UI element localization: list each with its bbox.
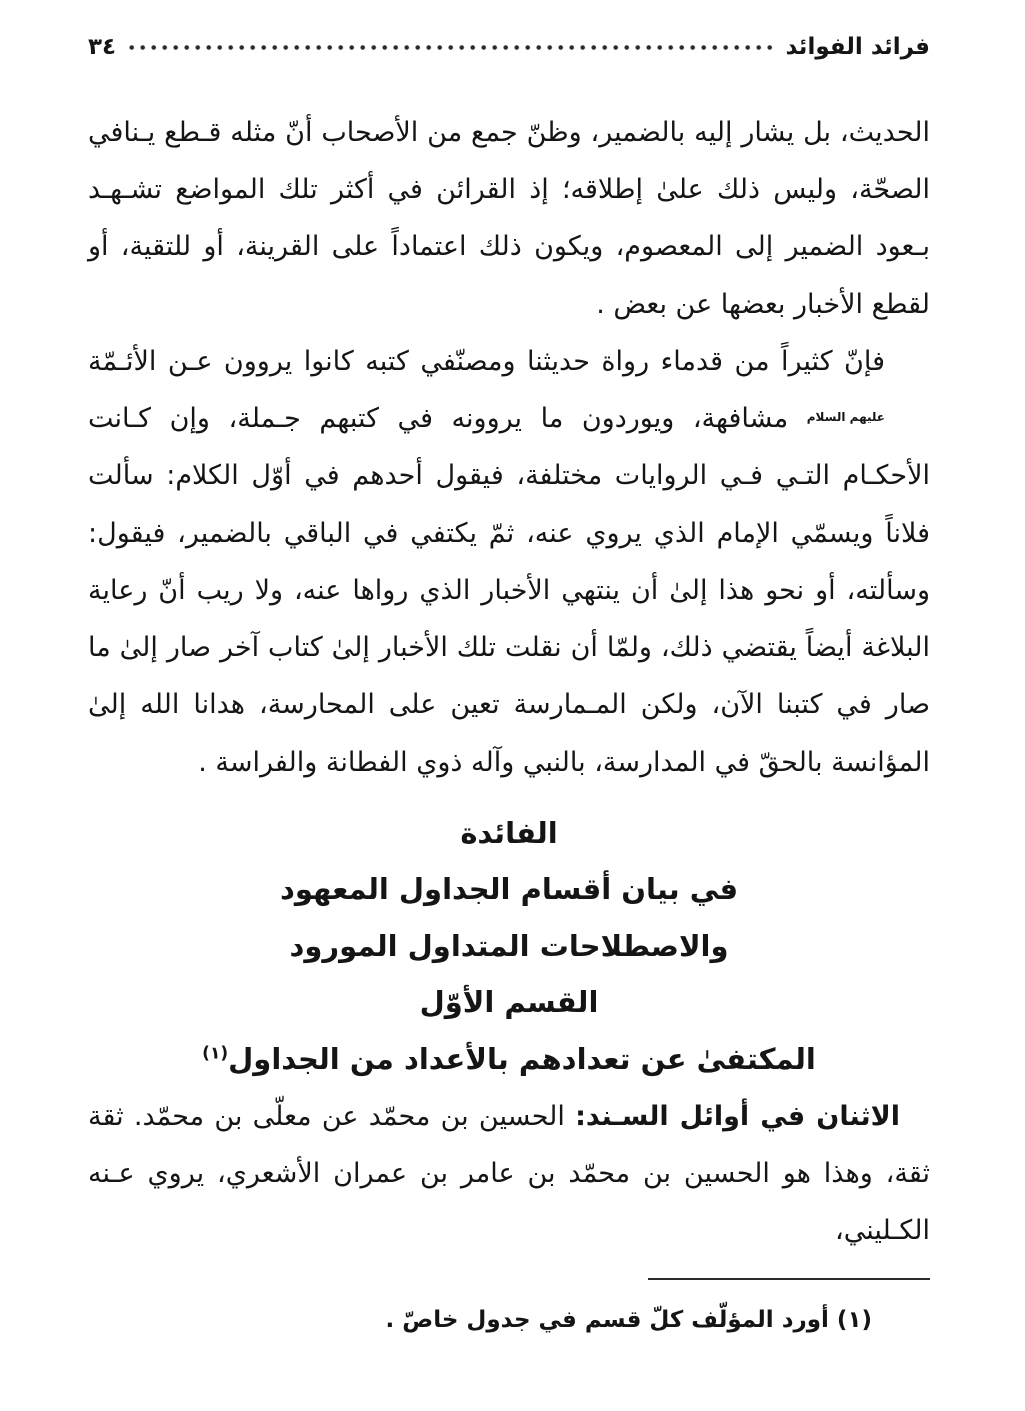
heading-faida: الفائدة: [460, 815, 558, 850]
heading-istilahat: والاصطلاحات المتداول المورود: [289, 928, 729, 963]
paragraph-2: [88, 333, 930, 791]
alayhim-assalam-symbol: عليهم السلام: [806, 410, 885, 425]
book-title: فرائد الفوائد: [785, 34, 930, 60]
footnote-reference-marker: (١): [202, 1043, 229, 1064]
heading-muktafa-text: المكتفىٰ عن تعدادهم بالأعداد من الجداول: [228, 1042, 816, 1076]
paragraph-2-text-end: مشافهة، ويوردون ما يروونه في كتبهم جـملة، وإن كـانت الأحكـام التـي فـي الروايات مختلفة، فيقول أحدهم في أوّل الكلام: سألت فلاناً ويسمّي الإمام الذي يروي عنه، ثمّ يكتفي في الباقي بالضمير، فيقول: وسألته، أو نحو هذا إلىٰ أن ينتهي الأخبار الذي رواها عنه، ولا ريب أنّ رعاية البلاغة أيضاً يقتضي ذلك، ولمّا أن نقلت تلك الأخبار إلىٰ كتاب آخر صار إلىٰ ما صار في كتبنا الآن، ولكن المـمارسة تعين على المحارسة، هدانا الله إلىٰ المؤانسة بالحقّ في المدارسة، بالنبي وآله ذوي الفطانة والفراسة .: [88, 403, 930, 778]
heading-qism-awwal: القسم الأوّل: [419, 985, 599, 1020]
heading-bayan-aqsam: في بيان أقسام الجداول المعهود: [279, 872, 739, 907]
paragraph-3-rest: الحسين بن محمّد عن معلّى بن محمّد. ثقة ثقة، وهذا هو الحسين بن محمّد بن عامر بن عمران الأشعري، يروي عـنه الكـليني،: [88, 1100, 930, 1247]
paragraph-3: [88, 1088, 930, 1260]
section-headings: [88, 805, 930, 1088]
footnote-text: (١) أورد المؤلّف كلّ قسم في جدول خاصّ .: [385, 1307, 872, 1334]
footnote-separator: [648, 1278, 930, 1280]
dotted-leader: [126, 44, 775, 51]
paragraph-1: الحديث، بل يشار إليه بالضمير، وظنّ جمع من الأصحاب أنّ مثله قـطع يـنافي الصحّة، وليس ذلك علىٰ إطلاقه؛ إذ القرائن في أكثر تلك المواضع تشـهـد بـعود الضمير إلى المعصوم، ويكون ذلك اعتماداً على القرينة، أو للتقية، أو لقطع الأخبار بعضها عن بعض .: [88, 117, 930, 320]
paragraph-2-text-start: فإنّ كثيراً من قدماء رواة حديثنا ومصنّفي كتبه كانوا يروون عـن الأئـمّة: [88, 345, 885, 377]
paragraph-3-lead: الاثنان في أوائل السـند:: [575, 1100, 900, 1132]
running-header: [88, 34, 930, 60]
heading-muktafa: [88, 1031, 930, 1088]
page-number: ٣٤: [88, 34, 117, 60]
footnote-area: [88, 1278, 930, 1339]
